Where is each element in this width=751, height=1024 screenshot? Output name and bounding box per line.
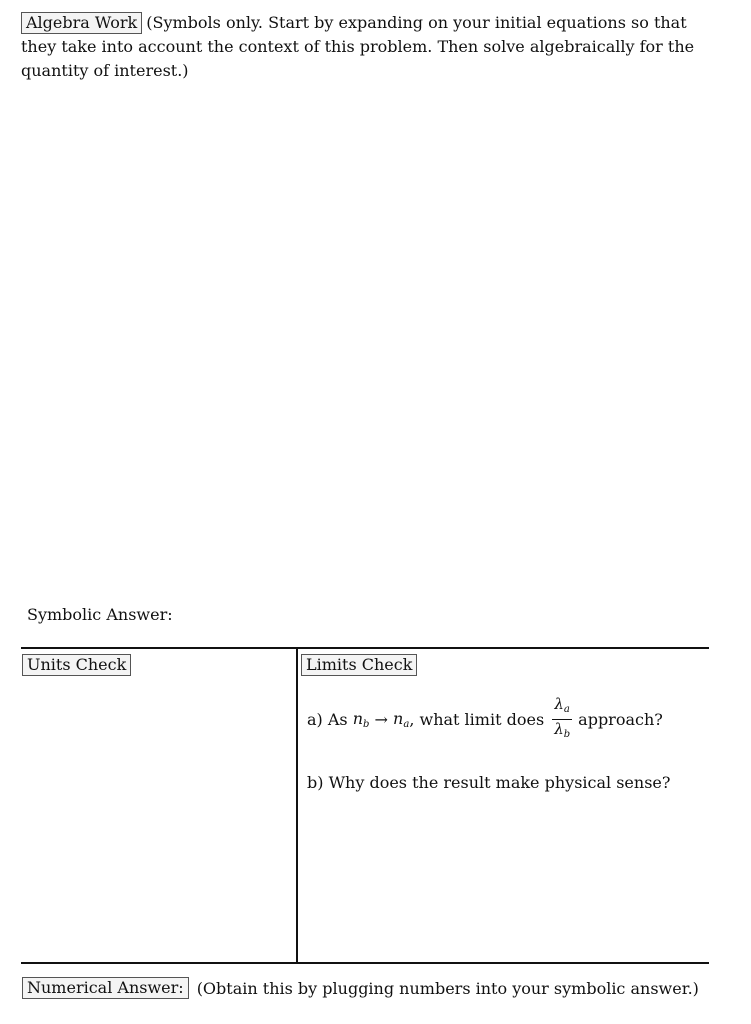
question-a-prefix: a) As: [307, 710, 348, 729]
lambda-b-subscript: b: [563, 729, 571, 740]
lambda-a-subscript: a: [563, 704, 570, 715]
vertical-divider: [296, 648, 298, 963]
algebra-work-label: Algebra Work: [21, 12, 142, 34]
arrow-symbol: →: [374, 710, 388, 729]
question-a-suffix: approach?: [578, 710, 663, 729]
units-check-label: Units Check: [22, 654, 131, 676]
lambda-a-base: λ: [554, 695, 564, 713]
limits-check-label: Limits Check: [301, 654, 417, 676]
numerical-answer-note: (Obtain this by plugging numbers into your symbolic answer.): [196, 978, 699, 998]
lambda-b-base: λ: [554, 720, 564, 738]
n-b-symbol: [353, 709, 370, 730]
top-divider: [21, 647, 709, 649]
limits-question-a: [307, 696, 663, 743]
numerical-answer-section: [22, 977, 699, 999]
n-a-symbol: [393, 709, 409, 730]
n-a-base: n: [393, 709, 404, 728]
numerical-answer-label: Numerical Answer:: [22, 977, 189, 999]
fraction-numerator: [554, 696, 569, 718]
limits-question-b: b) Why does the result make physical sense?: [307, 773, 671, 792]
algebra-work-section: [21, 11, 721, 83]
n-b-base: n: [352, 709, 364, 728]
bottom-divider: [21, 962, 709, 964]
algebra-work-instructions: (Symbols only. Start by expanding on your initial equations so that they take into account the context of this problem. Then solve algebraically for the quantity of interest.): [21, 13, 695, 80]
n-a-subscript: a: [403, 719, 410, 730]
lambda-ratio-fraction: [552, 696, 572, 743]
fraction-denominator: [554, 721, 570, 743]
question-a-middle: , what limit does: [409, 710, 545, 729]
n-b-subscript: b: [363, 719, 370, 730]
symbolic-answer-label: Symbolic Answer:: [27, 605, 173, 624]
